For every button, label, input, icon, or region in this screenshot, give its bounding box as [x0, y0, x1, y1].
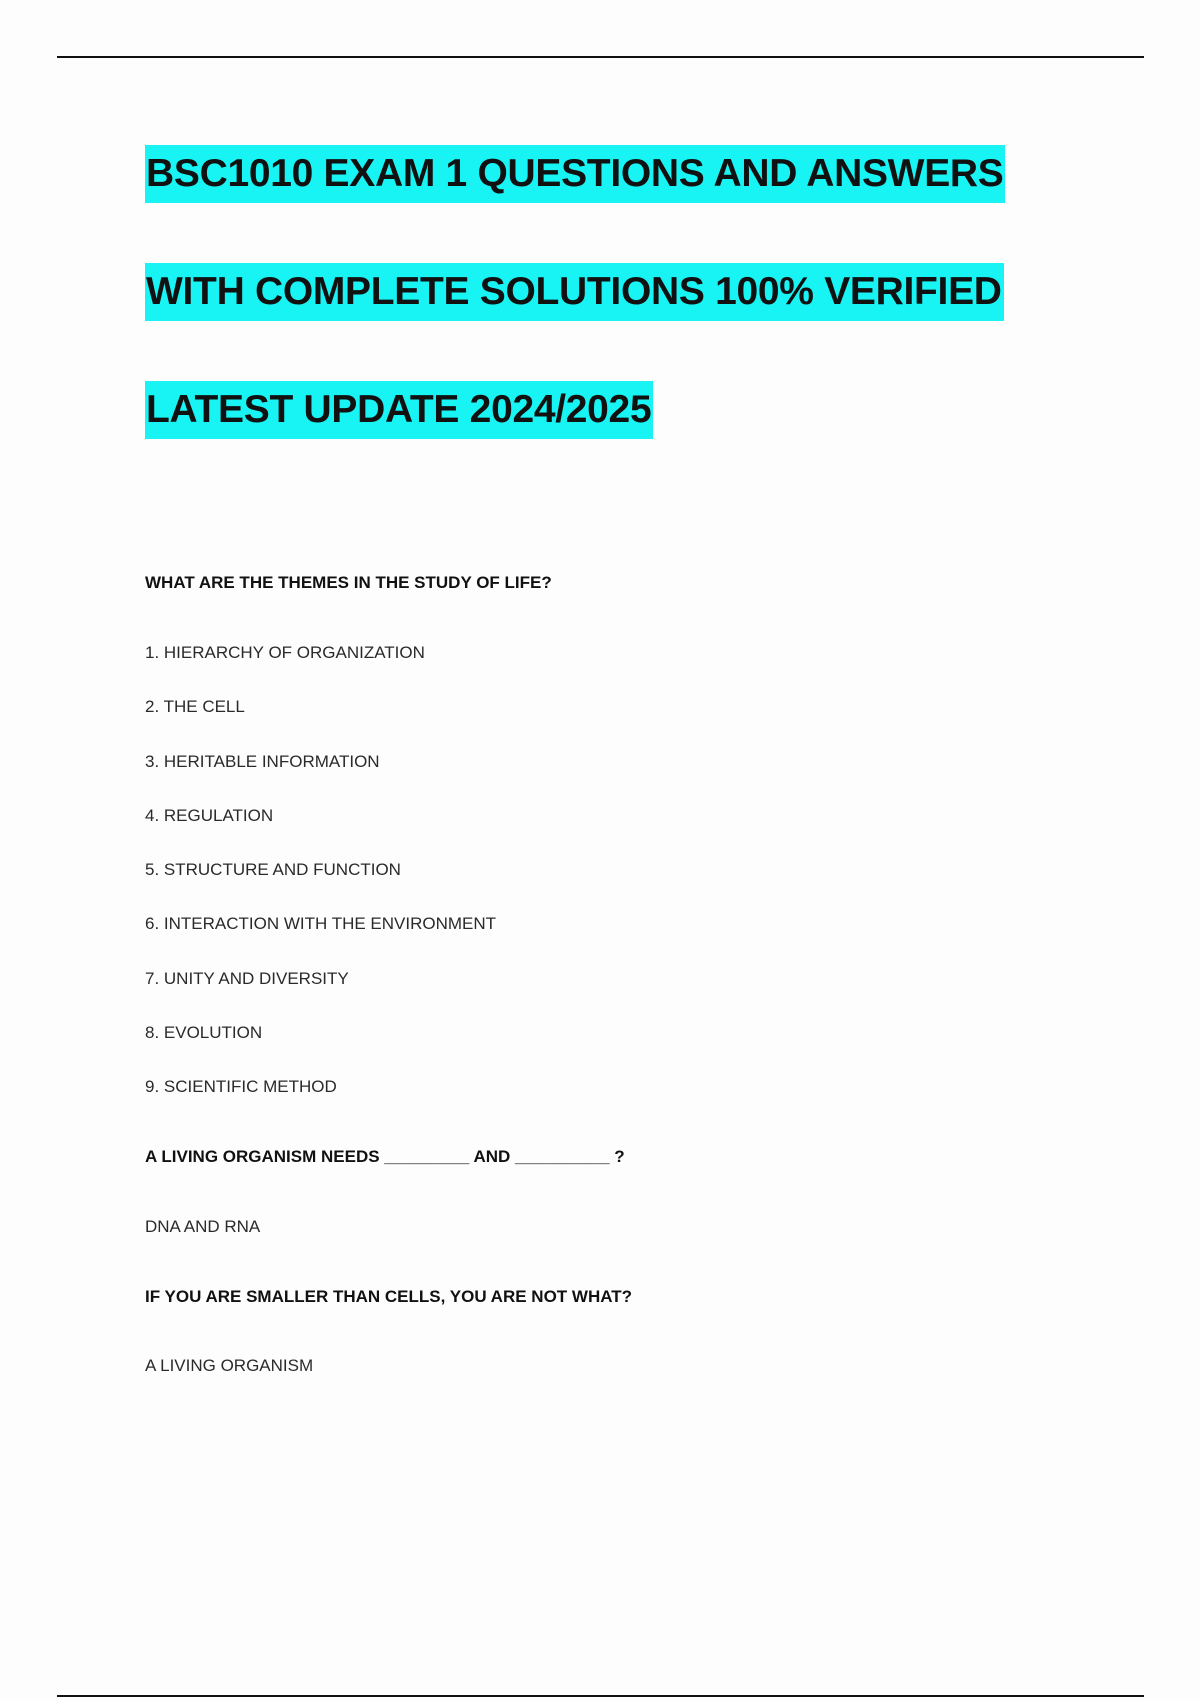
title-line-1: BSC1010 EXAM 1 QUESTIONS AND ANSWERS [145, 145, 1005, 203]
qa-content [145, 570, 1045, 1379]
question-3: IF YOU ARE SMALLER THAN CELLS, YOU ARE NOT WHAT? [145, 1287, 633, 1307]
bottom-rule [57, 1695, 1144, 1697]
list-item: 6. INTERACTION WITH THE ENVIRONMENT [145, 914, 497, 934]
list-item: 5. STRUCTURE AND FUNCTION [145, 860, 401, 880]
answer-1-list [145, 640, 1045, 1144]
list-item: 1. HIERARCHY OF ORGANIZATION [145, 643, 425, 662]
list-item: 9. SCIENTIFIC METHOD [145, 1077, 337, 1097]
title-line-3: LATEST UPDATE 2024/2025 [145, 381, 653, 439]
title-line-2: WITH COMPLETE SOLUTIONS 100% VERIFIED [145, 263, 1004, 321]
answer-3: A LIVING ORGANISM [145, 1356, 314, 1376]
document-title [145, 145, 1005, 499]
list-item: 4. REGULATION [145, 805, 274, 825]
list-item: 3. HERITABLE INFORMATION [145, 751, 380, 771]
question-2: A LIVING ORGANISM NEEDS _________ AND __________ ? [145, 1147, 625, 1167]
answer-2: DNA AND RNA [145, 1217, 261, 1237]
question-1: WHAT ARE THE THEMES IN THE STUDY OF LIFE? [145, 573, 552, 592]
list-item: 7. UNITY AND DIVERSITY [145, 968, 349, 988]
list-item: 2. THE CELL [145, 697, 245, 717]
top-rule [57, 56, 1144, 58]
list-item: 8. EVOLUTION [145, 1023, 263, 1043]
